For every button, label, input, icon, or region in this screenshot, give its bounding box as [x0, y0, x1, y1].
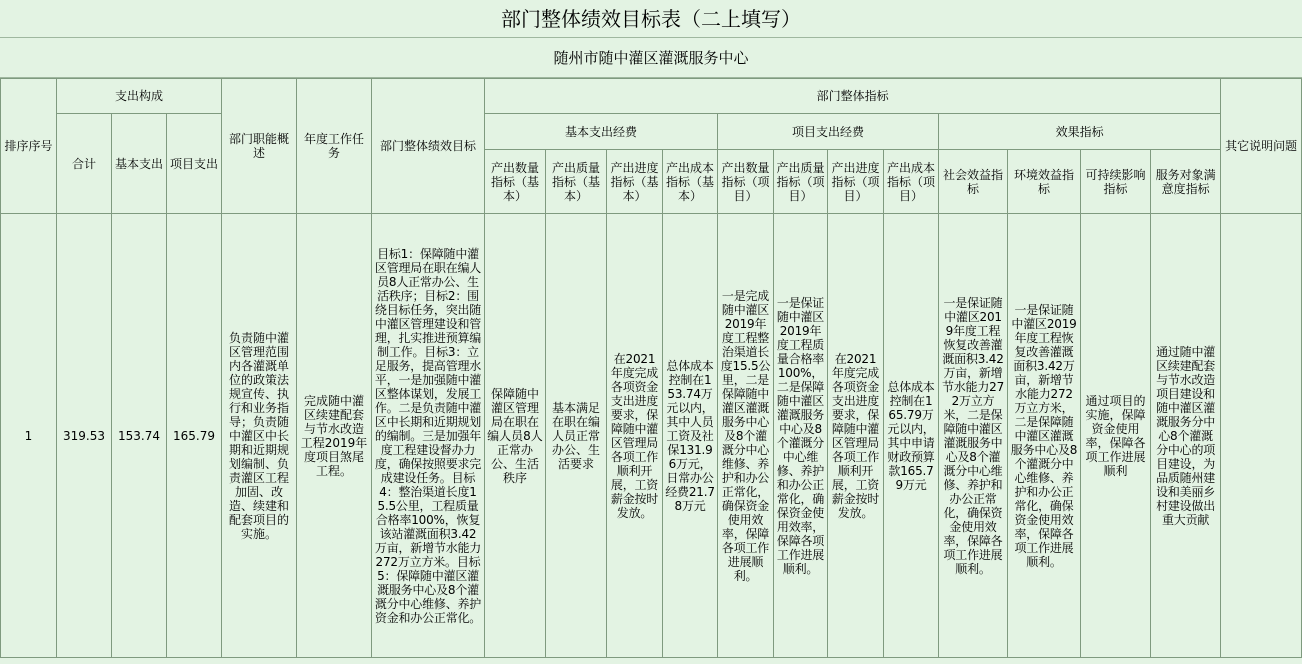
- header-sustain: 可持续影响指标: [1081, 150, 1151, 214]
- header-p-progress: 产出进度指标（项目）: [828, 150, 884, 214]
- header-satisfaction: 服务对象满意度指标: [1151, 150, 1221, 214]
- unit-name: 随州市随中灌区灌溉服务中心: [0, 38, 1302, 78]
- cell-dept-goals[interactable]: 目标1：保障随中灌区管理局在职在编人员8人正常办公、生活秩序；目标2：围绕目标任务，突出随中灌区管理建设和管理，扎实推进预算编制工作。目标3：立足服务，提高管理水平，一是加强随中灌区整体谋划，发展工作。二是负责随中灌区中长期和近期规划的编制。三是加强年度工程建设督办力度，确保按照要求完成建设任务。目标4：整治渠道长度15.5公里，工程质量合格率100%，恢复该站灌溉面积3.42万亩，新增节水能力272万立方米。目标5：保障随中灌区灌溉服务中心及8个灌溉分中心维修、养护资金和办公正常化。: [372, 214, 485, 658]
- header-b-progress: 产出进度指标（基本）: [607, 150, 663, 214]
- cell-p-cost[interactable]: 总体成本控制在165.79万元以内，其中申请财政预算款165.79万元: [884, 214, 939, 658]
- header-p-qty: 产出数量指标（项目）: [718, 150, 774, 214]
- cell-b-quality[interactable]: 基本满足在职在编人员正常办公、生活要求: [546, 214, 607, 658]
- cell-p-qty[interactable]: 一是完成随中灌区2019年度工程整治渠道长度15.5公里，二是保障随中灌区灌溉服务中心及8个灌溉分中心维修、养护和办公正常化，确保资金使用效率，保障各项工作进展顺利。: [718, 214, 774, 658]
- header-dept-indicators: 部门整体指标: [485, 79, 1221, 114]
- cell-env[interactable]: 一是保证随中灌区2019年度工程恢复改善灌溉面积3.42万亩，新增节水能力272万立方米，二是保障随中灌区灌溉服务中心及8个灌溉分中心维修、养护和办公正常化，确保资金使用效率，保障各项工作进展顺利。: [1008, 214, 1081, 658]
- header-total: 合计: [57, 114, 112, 214]
- header-effect: 效果指标: [939, 114, 1221, 150]
- cell-dept-function[interactable]: 负责随中灌区管理范围内各灌溉单位的政策法规宣传、执行和业务指导；负责随中灌区中长期和近期规划编制、负责灌区工程加固、改造、续建和配套项目的实施。: [222, 214, 297, 658]
- header-annual-tasks: 年度工作任务: [297, 79, 372, 214]
- cell-b-qty[interactable]: 保障随中灌区管理局在职在编人员8人正常办公、生活秩序: [485, 214, 546, 658]
- header-p-cost: 产出成本指标（项目）: [884, 150, 939, 214]
- header-b-quality: 产出质量指标（基本）: [546, 150, 607, 214]
- cell-basic[interactable]: 153.74: [112, 214, 167, 658]
- cell-total[interactable]: 319.53: [57, 214, 112, 658]
- cell-b-cost[interactable]: 总体成本控制在153.74万元以内，其中人员工资及社保131.96万元，日常办公经费21.78万元: [663, 214, 718, 658]
- cell-seq[interactable]: 1: [1, 214, 57, 658]
- header-dept-function: 部门职能概述: [222, 79, 297, 214]
- cell-p-quality[interactable]: 一是保证随中灌区2019年度工程质量合格率100%，二是保障随中灌区灌溉服务中心及8个灌溉分中心维修、养护和办公正常化，确保资金使用效率，保障各项工作进展顺利。: [774, 214, 828, 658]
- header-b-cost: 产出成本指标（基本）: [663, 150, 718, 214]
- header-seq: 排序序号: [1, 79, 57, 214]
- header-b-qty: 产出数量指标（基本）: [485, 150, 546, 214]
- sheet-title: 部门整体绩效目标表（二上填写）: [0, 0, 1302, 38]
- header-other-notes: 其它说明问题: [1221, 79, 1302, 214]
- cell-satisfaction[interactable]: 通过随中灌区续建配套与节水改造项目建设和随中灌区灌溉服务分中心8个灌溉分中心的项目建设，为品质随州建设和美丽乡村建设做出重大贡献: [1151, 214, 1221, 658]
- header-basic: 基本支出: [112, 114, 167, 214]
- header-p-quality: 产出质量指标（项目）: [774, 150, 828, 214]
- cell-project[interactable]: 165.79: [167, 214, 222, 658]
- header-basic-expense: 基本支出经费: [485, 114, 718, 150]
- header-social: 社会效益指标: [939, 150, 1008, 214]
- cell-sustain[interactable]: 通过项目的实施，保障资金使用率，保障各项工作进展顺利: [1081, 214, 1151, 658]
- table-row: [1, 214, 1302, 658]
- cell-p-progress[interactable]: 在2021年度完成各项资金支出进度要求，保障随中灌区管理局各项工作顺利开展，工资薪金按时发放。: [828, 214, 884, 658]
- header-dept-goals: 部门整体绩效目标: [372, 79, 485, 214]
- header-project: 项目支出: [167, 114, 222, 214]
- header-expense-structure: 支出构成: [57, 79, 222, 114]
- header-env: 环境效益指标: [1008, 150, 1081, 214]
- cell-b-progress[interactable]: 在2021年度完成各项资金支出进度要求，保障随中灌区管理局各项工作顺利开展，工资薪金按时发放。: [607, 214, 663, 658]
- cell-social[interactable]: 一是保证随中灌区2019年度工程恢复改善灌溉面积3.42万亩，新增节水能力272万立方米，二是保障随中灌区灌溉服务中心及8个灌溉分中心维修、养护和办公正常化，确保资金使用效率，保障各项工作进展顺利。: [939, 214, 1008, 658]
- cell-other-notes[interactable]: [1221, 214, 1302, 658]
- performance-table: [0, 78, 1302, 658]
- cell-annual-tasks[interactable]: 完成随中灌区续建配套与节水改造工程2019年度项目煞尾工程。: [297, 214, 372, 658]
- header-project-expense: 项目支出经费: [718, 114, 939, 150]
